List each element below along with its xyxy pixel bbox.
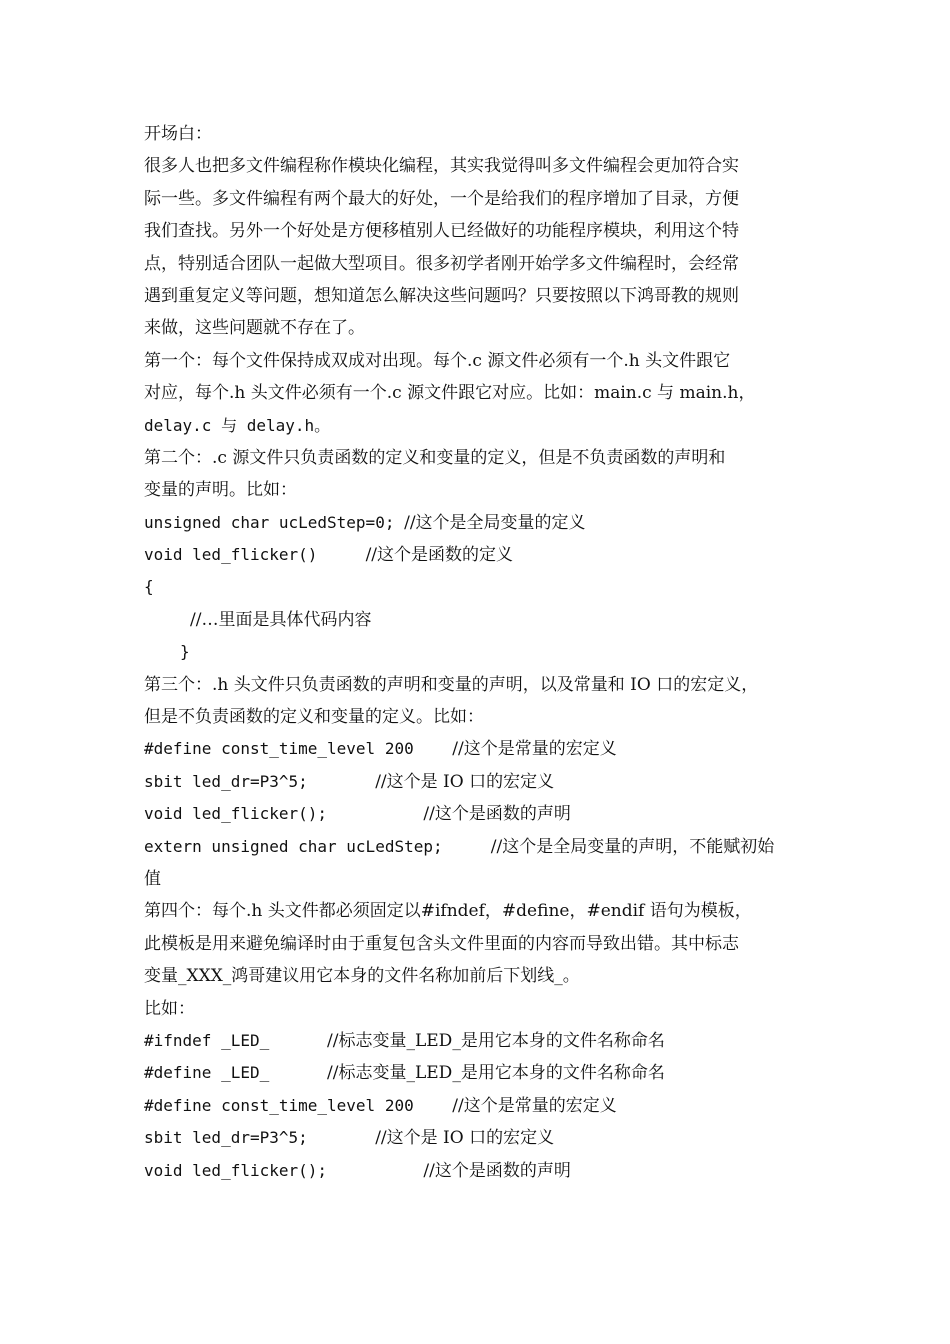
rule-4-line: 比如： bbox=[144, 998, 195, 1019]
intro-line: 很多人也把多文件编程称作模块化编程，其实我觉得叫多文件编程会更加符合实 bbox=[144, 156, 739, 177]
code-text: void led_flicker(); bbox=[144, 804, 424, 824]
code-text: sbit led_dr=P3^5; bbox=[144, 771, 376, 791]
document-body bbox=[144, 118, 814, 1187]
code-comment: //这个是常量的宏定义 bbox=[452, 1095, 617, 1116]
code-line bbox=[144, 1122, 814, 1154]
code-line bbox=[144, 1057, 814, 1089]
intro-line: 点，特别适合团队一起做大型项目。很多初学者刚开始学多文件编程时，会经常 bbox=[144, 253, 739, 274]
code-line bbox=[144, 1155, 814, 1187]
section-heading: 开场白： bbox=[144, 124, 212, 144]
code-text: void led_flicker(); bbox=[144, 1160, 424, 1180]
code-comment: //标志变量_LED_是用它本身的文件名称命名 bbox=[327, 1063, 665, 1084]
code-line bbox=[144, 1025, 814, 1057]
code-line bbox=[144, 539, 814, 571]
code-line bbox=[144, 831, 814, 863]
code-comment: //这个是函数的声明 bbox=[423, 804, 571, 825]
code-comment: //这个是 IO 口的宏定义 bbox=[375, 1128, 555, 1149]
code-comment: //这个是全局变量的声明，不能赋初始 bbox=[490, 836, 775, 857]
code-text: } bbox=[180, 642, 190, 662]
intro-line: 我们查找。另外一个好处是方便移植别人已经做好的功能程序模块，利用这个特 bbox=[144, 221, 739, 242]
code-text: extern unsigned char ucLedStep; bbox=[144, 836, 491, 856]
rule-1-line: delay.c 与 delay.h。 bbox=[144, 415, 331, 435]
code-line bbox=[144, 507, 814, 539]
code-comment: //…里面是具体代码内容 bbox=[190, 609, 372, 630]
rule-4-line: 变量_XXX_鸿哥建议用它本身的文件名称加前后下划线_。 bbox=[144, 966, 580, 987]
code-comment: //这个是全局变量的定义 bbox=[404, 512, 586, 533]
code-text: unsigned char ucLedStep=0; bbox=[144, 512, 405, 532]
intro-line: 遇到重复定义等问题，想知道怎么解决这些问题吗？只要按照以下鸿哥教的规则 bbox=[144, 285, 739, 306]
code-line bbox=[144, 798, 814, 830]
code-comment: //这个是常量的宏定义 bbox=[452, 739, 617, 760]
intro-line: 来做，这些问题就不存在了。 bbox=[144, 318, 365, 339]
code-text: void led_flicker() bbox=[144, 545, 366, 565]
code-text: { bbox=[144, 577, 154, 597]
intro-line: 际一些。多文件编程有两个最大的好处，一个是给我们的程序增加了目录，方便 bbox=[144, 188, 739, 209]
rule-3-line: 但是不负责函数的定义和变量的定义。比如： bbox=[144, 707, 484, 728]
code-text: sbit led_dr=P3^5; bbox=[144, 1128, 376, 1148]
code-line bbox=[144, 636, 814, 668]
code-line bbox=[144, 733, 814, 765]
code-comment: //这个是 IO 口的宏定义 bbox=[375, 771, 555, 792]
code-text: #define const_time_level 200 bbox=[144, 1095, 453, 1115]
rule-4-line: 第四个：每个.h 头文件都必须固定以#ifndef，#define，#endif 语句为模板， bbox=[144, 901, 752, 922]
code-line bbox=[144, 766, 814, 798]
rule-2-line: 第二个：.c 源文件只负责函数的定义和变量的定义，但是不负责函数的声明和 bbox=[144, 447, 726, 468]
code-text: #define const_time_level 200 bbox=[144, 739, 453, 759]
code-line bbox=[144, 863, 814, 895]
rule-1-line: 第一个：每个文件保持成双成对出现。每个.c 源文件必须有一个.h 头文件跟它 bbox=[144, 350, 731, 371]
code-line bbox=[144, 604, 814, 636]
rule-4-line: 此模板是用来避免编译时由于重复包含头文件里面的内容而导致出错。其中标志 bbox=[144, 933, 739, 954]
code-comment: //这个是函数的声明 bbox=[423, 1160, 571, 1181]
code-text: #define _LED_ bbox=[144, 1063, 328, 1083]
code-text: #ifndef _LED_ bbox=[144, 1030, 328, 1050]
code-comment: 值 bbox=[144, 868, 161, 889]
rule-2-line: 变量的声明。比如： bbox=[144, 480, 297, 501]
code-comment: //标志变量_LED_是用它本身的文件名称命名 bbox=[327, 1030, 665, 1051]
code-line bbox=[144, 571, 814, 603]
rule-1-line: 对应，每个.h 头文件必须有一个.c 源文件跟它对应。比如：main.c 与 main.h， bbox=[144, 383, 756, 404]
code-line bbox=[144, 1090, 814, 1122]
code-comment: //这个是函数的定义 bbox=[365, 545, 514, 566]
rule-3-line: 第三个：.h 头文件只负责函数的声明和变量的声明，以及常量和 IO 口的宏定义， bbox=[144, 674, 759, 695]
